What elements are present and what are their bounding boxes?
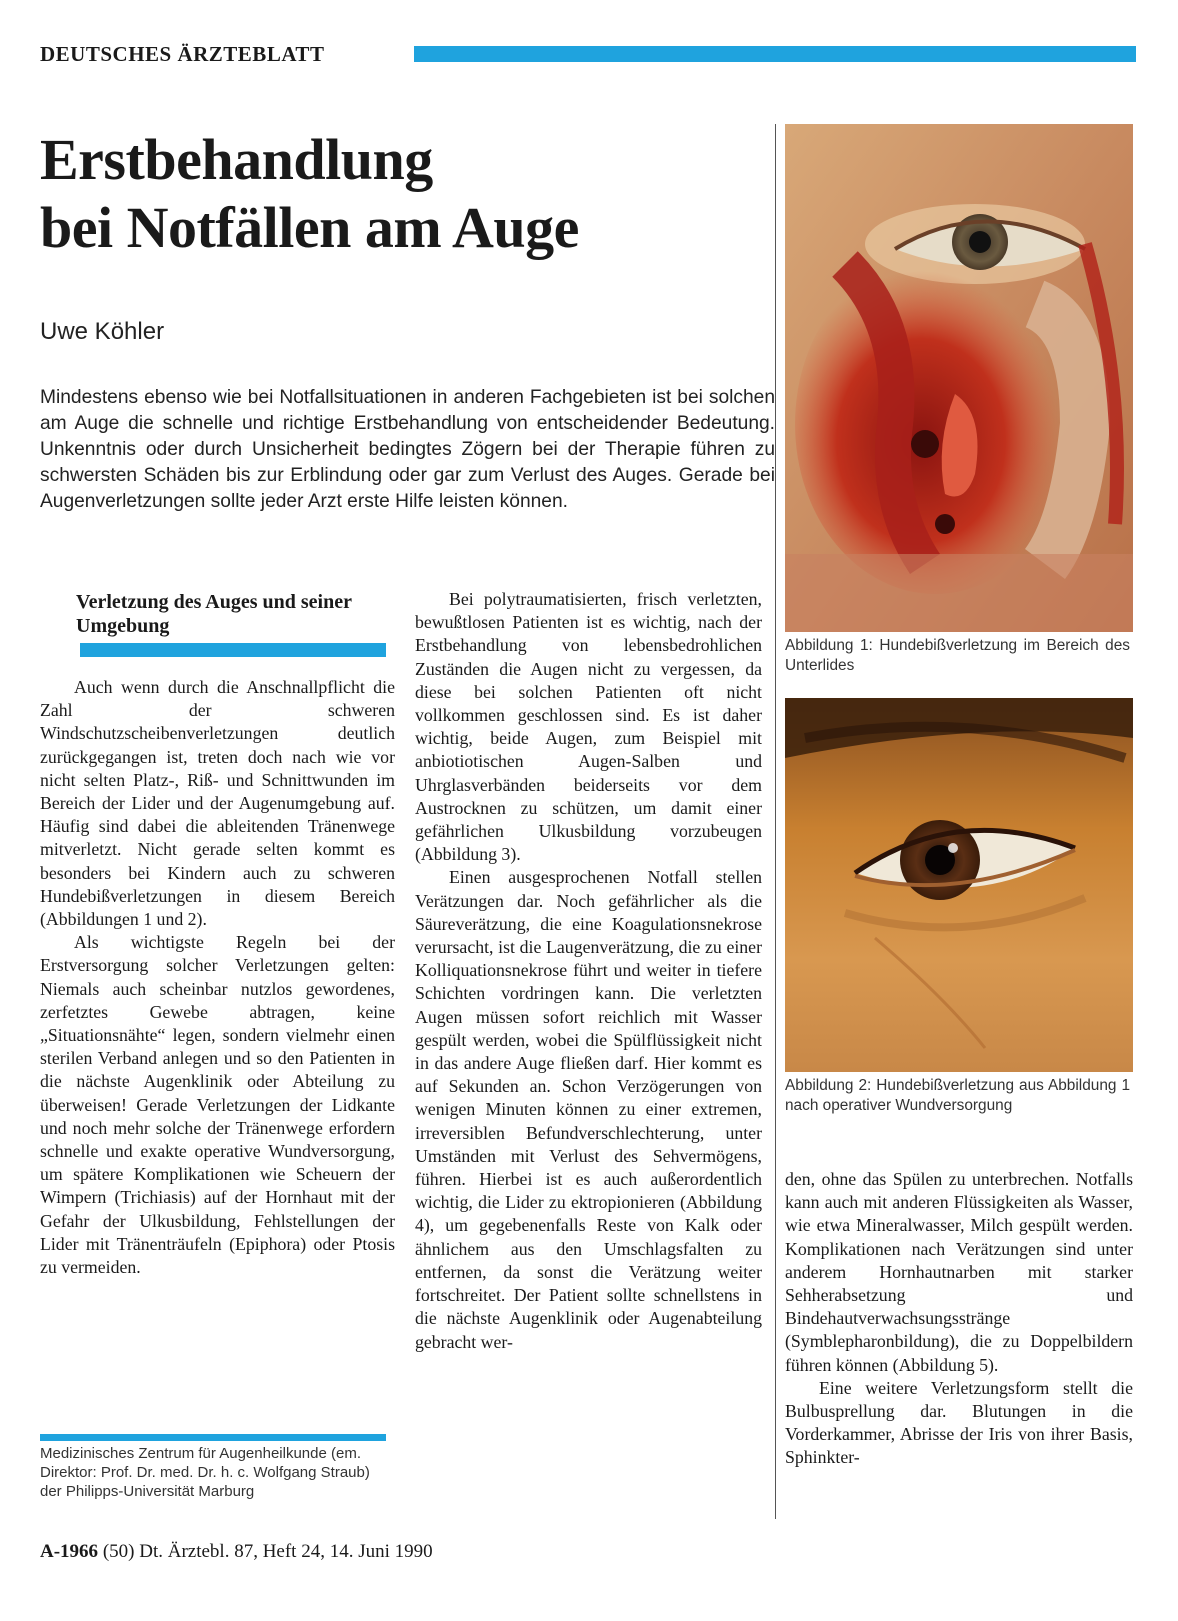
eye-after-repair-image <box>785 698 1133 1072</box>
abstract: Mindestens ebenso wie bei Notfallsituationen in anderen Fachgebieten ist bei solchen am Auge die schnelle und richtige Erstbehandlung von entscheidender Bedeutung. Unkenntnis oder durch Unsicherheit bedingtes Zögern bei der Therapie führen zu schwersten Schäden bis zur Erblindung oder gar zum Verlust des Auges. Gerade bei Augenverletzungen sollte jeder Arzt erste Hilfe leisten können. <box>40 387 775 512</box>
section-heading: Verletzung des Auges und seiner Umgebung <box>76 591 352 637</box>
figure-1-photo <box>785 124 1133 632</box>
figure-2-photo <box>785 698 1133 1072</box>
affiliation-bar <box>40 1434 386 1441</box>
title-line-2: bei Notfällen am Auge <box>40 195 579 260</box>
author-name: Uwe Köhler <box>40 318 165 345</box>
paragraph: Auch wenn durch die Anschnallpflicht die Zahl der schweren Windschutzscheibenverletzungen deutlich zurückgegangen ist, treten doch nach wie vor nicht selten Platz-, Riß- und Schnittwunden im Bereich der Lider und der Augenumgebung auf. Häufig sind dabei die ableitenden Tränenwege mitverletzt. Nicht gerade selten kommt es besonders bei Kindern auch zu schweren Hundebißverletzungen in diesem Bereich (Abbildungen 1 und 2). <box>40 677 395 930</box>
eyelid-injury-image <box>785 124 1133 632</box>
paragraph: den, ohne das Spülen zu unterbrechen. Notfalls kann auch mit anderen Flüssigkeiten als Wasser, wie etwa Mineralwasser, Milch gespült werden. Komplikationen nach Verätzungen sind unter anderem Hornhautnarben mit starker Sehherabsetzung und Bindehautverwachsungsstränge (Symblepharonbildung), die zu Doppelbildern führen können (Abbildung 5). <box>785 1169 1133 1375</box>
figure-2-caption: Abbildung 2: Hundebißverletzung aus Abbildung 1 nach operativer Wundversorgung <box>785 1077 1130 1114</box>
article-title <box>40 126 760 262</box>
citation: (50) Dt. Ärztebl. 87, Heft 24, 14. Juni 1990 <box>102 1541 433 1562</box>
text-column-2 <box>415 588 762 1354</box>
column-divider <box>775 124 776 1519</box>
paragraph: Eine weitere Verletzungsform stellt die Bulbusprellung dar. Blutungen in die Vorderkammer, Abrisse der Iris von ihrer Basis, Sphinkter- <box>785 1377 1133 1468</box>
text-column-1 <box>40 676 395 1279</box>
text-column-3 <box>785 1168 1133 1470</box>
affiliation-note: Medizinisches Zentrum für Augenheilkunde (em. Direktor: Prof. Dr. med. Dr. h. c. Wolfgang Straub) der Philipps-Universität Marburg <box>40 1445 370 1500</box>
journal-name: DEUTSCHES ÄRZTEBLATT <box>40 42 325 66</box>
paragraph: Bei polytraumatisierten, frisch verletzten, bewußtlosen Patienten ist es wichtig, nach der Erstbehandlung von lebensbedrohlichen Zuständen die Augen nicht zu vergessen, da diese bei solchen Patienten oft nicht vollkommen geschlossen sind. Es ist daher wichtig, beide Augen, zum Beispiel mit anbiotiotischen Augen-Salben und Uhrglasverbänden beiderseits vor dem Austrocknen zu schützen, um damit einer gefährlichen Ulkusbildung vorzubeugen (Abbildung 3). <box>415 589 762 865</box>
section-heading-bar <box>80 643 386 657</box>
paragraph: Als wichtigste Regeln bei der Erstversorgung solcher Verletzungen gelten: Niemals auch scheinbar nutzlos gewordenes, zerfetztes Gewebe abtragen, keine „Situationsnähte“ legen, sondern vielmehr einen sterilen Verband anlegen und so den Patienten in die nächste Augenklinik oder Abteilung zu überweisen! Gerade Verletzungen der Lidkante und noch mehr solche der Tränenwege erfordern schnelle und exakte operative Wundversorgung, um spätere Komplikationen wie Scheuern der Wimpern (Trichiasis) auf der Hornhaut mit der Gefahr der Ulkusbildung, Fehlstellungen der Lider mit Tränenträufeln (Epiphora) oder Ptosis zu vermeiden. <box>40 932 395 1278</box>
figure-1-caption: Abbildung 1: Hundebißverletzung im Bereich des Unterlides <box>785 637 1130 674</box>
page-number: A-1966 <box>40 1541 99 1562</box>
header-banner-bar <box>414 46 1136 62</box>
page-footer <box>40 1541 433 1563</box>
title-line-1: Erstbehandlung <box>40 127 433 192</box>
paragraph: Einen ausgesprochenen Notfall stellen Verätzungen dar. Noch gefährlicher als die Säureverätzung, die eine Koagulationsnekrose verursacht, ist die Laugenverätzung, die zu einer Kolliquationsnekrose führt und weiter in tiefere Schichten vordringen kann. Die verletzten Augen müssen sofort reichlich mit Wasser gespült werden, wobei die Spülflüssigkeit nicht in das andere Auge fließen darf. Hier kommt es auf Sekunden an. Schon Verzögerungen von wenigen Minuten können zu einer extremen, irreversiblen Befundverschlechterung, unter Umständen mit Verlust des Sehvermögens, führen. Hierbei ist es auch außerordentlich wichtig, die Lider zu ektropionieren (Abbildung 4), um gegebenenfalls Reste von Kalk oder ähnlichem aus den Umschlagsfalten zu entfernen, da sonst die Verätzung weiter fortschreitet. Der Patient sollte schnellstens in die nächste Augenklinik oder Augenabteilung gebracht wer- <box>415 867 762 1352</box>
